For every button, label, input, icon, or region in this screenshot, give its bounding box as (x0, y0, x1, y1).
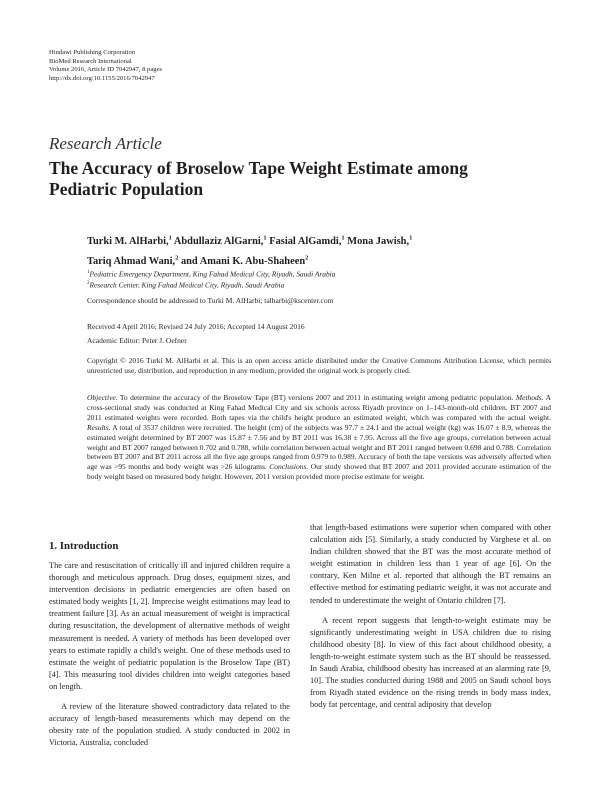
article-type: Research Article (49, 134, 162, 153)
affiliation: $^1$Pediatric Emergency Department, King Fahad Medical City, Riyadh, Saudi Arabia (87, 269, 336, 279)
author: Fasial AlGamdi,$^1$ (269, 235, 345, 248)
received-dates: Received 4 April 2016; Revised 24 July 2016; Accepted 14 August 2016 (87, 322, 305, 331)
academic-editor: Academic Editor: Peter J. Oefner (87, 336, 187, 345)
paragraph: A recent report suggests that length-to-weight estimate may be significantly underestimating weight in USA children due to rising childhood obesity [8]. In view of this fact about childhood obesity, a length-to-weight estimate system such as the BT should be reassessed. In Saudi Arabia, childhood obesity has increased at an alarming rate [9, 10]. The studies conducted during 1988 and 2005 on Saudi school boys from Riyadh stated evidence on the rising trends in body mass index, body fat percentage, and central adiposity that develop (310, 615, 551, 710)
abstract-label: Results. (87, 422, 111, 432)
author-list (87, 231, 527, 270)
author: and Amani K. Abu-Shaheen$^2$ (180, 254, 309, 267)
correspondence: Correspondence should be addressed to Turki M. AlHarbi; talharbi@kscenter.com (87, 296, 334, 305)
copyright-notice: Copyright © 2016 Turki M. AlHarbi et al. This is an open access article distributed under the Creative Commons Attribution License, which permits unrestricted use, distribution, and reproduction in any medium, provided the original work is properly cited. (87, 356, 551, 375)
doi-link[interactable]: http://dx.doi.org/10.1155/2016/7042947 (49, 74, 155, 82)
paragraph: A review of the literature showed contradictory data related to the accuracy of length-based measurements which may depend on the obesity rate of the population studied. A study conducted in 2002 in Victoria, Australia, concluded (49, 702, 290, 748)
journal-header (49, 49, 162, 83)
abstract-label: Methods. (515, 393, 544, 402)
affiliation: $^2$Research Center, King Fahad Medical City, Riyadh, Saudi Arabia (87, 280, 285, 290)
section-heading: 1. Introduction (49, 540, 119, 552)
publisher: Hindawi Publishing Corporation (49, 49, 136, 56)
author: Mona Jawish,$^1$ (347, 235, 413, 248)
paragraph: that length-based estimations were superior when compared with other calculation aids [5]. Similarly, a study conducted by Varghese et al. on Indian children showed that the BT was the most accurate method of weight estimation in children less than 1 year of age [6]. On the contrary, Ken Milne et al. reported that although the BT remains an effective method for estimating pediatric weight, it was not accurate and tended to underestimate the weight of Ontario children [7]. (310, 523, 551, 605)
author: Turki M. AlHarbi,$^1$ (87, 235, 172, 248)
abstract-label: Conclusions. (269, 462, 309, 472)
body-column-right (310, 522, 551, 711)
paragraph: The care and resuscitation of critically ill and injured children require a thorough and meticulous approach. Drug doses, equipment sizes, and intervention decisions in pediatric emergencies are often based on estimated body weights [1, 2]. Imprecise weight estimations may lead to treatment failure [3]. As an actual measurement of weight is impractical during resuscitation, the development of alternative methods of weight measurement is needed. A variety of methods has been developed over years to estimate rapidly a child's weight. One of these methods used to estimate the weight of pediatric population is the Broselow Tape (BT) [4]. This measuring tool divides children into weight categories based on length. (49, 561, 290, 691)
author: Abdullaziz AlGarni,$^1$ (173, 235, 267, 248)
article-title: The Accuracy of Broselow Tape Weight Estimate among Pediatric Population (49, 158, 468, 199)
affiliations (87, 268, 335, 291)
author: Tariq Ahmad Wani,$^2$ (87, 254, 179, 267)
abstract-label: Objective. (87, 393, 118, 402)
abstract: Objective. To determine the accuracy of the Broselow Tape (BT) versions 2007 and 2011 in estimating weight among pediatric population. Methods. A cross-sectional study was conducted at King Fahad Medical City and six schools across Riyadh province on 1–143-month-old children. BT 2007 and 2011 estimated weights were recorded. Both tapes via the child's height produce an estimated weight, which was compared with the actual weight. Results. A total of 3537 children were recruited. The height (cm) of the subjects was 97.7 ± 24.1 and the actual weight (kg) was 16.07 ± 8.9, whereas the estimated weight determined by BT 2007 was 15.87 ± 7.56 and by BT 2011 was 16.38 ± 7.95. Across all the five age groups, correlation between actual weight and BT 2007 ranged between 0.702 and 0.788, while correlation between actual weight and BT 2011 ranged between 0.698 and 0.788. Correlation between BT 2007 and BT 2011 across all the five age groups ranged from 0.979 to 0.989. Accuracy of both the tape versions was adversely affected when age was >95 months and body weight was >26 kilograms. Conclusions. Our study showed that BT 2007 and 2011 provided accurate estimation of the body weight based on measured body height. However, 2011 version provided more precise estimate for weight. (87, 393, 552, 482)
journal-name: BioMed Research International (49, 57, 132, 65)
body-column-left (49, 560, 290, 749)
volume-info: Volume 2016, Article ID 7042947, 8 pages (49, 66, 163, 73)
